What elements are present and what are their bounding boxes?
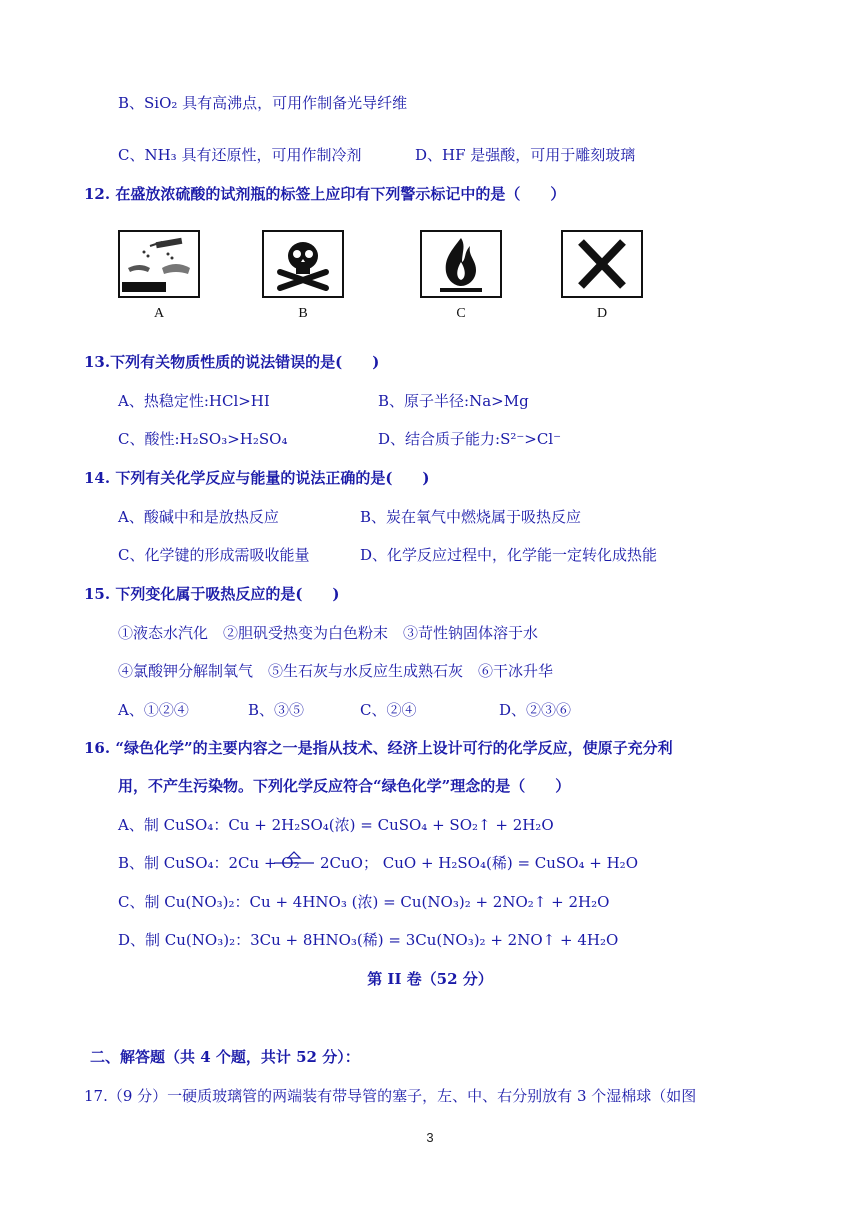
q16-option-d: D、制 Cu(NO₃)₂：3Cu + 8HNO₃(稀) = 3Cu(NO₃)₂ + 2NO↑ + 4H₂O bbox=[118, 931, 619, 949]
q15-option-d: D、②③⑥ bbox=[499, 701, 572, 719]
question-16-line-1: 16. “绿色化学”的主要内容之一是指从技术、经济上设计可行的化学反应，使原子充分利 bbox=[84, 739, 673, 757]
q13-option-c: C、酸性:H₂SO₃>H₂SO₄ bbox=[118, 430, 288, 448]
harmful-x-icon bbox=[561, 230, 643, 298]
q15-option-c: C、②④ bbox=[360, 701, 417, 719]
symbol-c-letter: C bbox=[456, 306, 466, 321]
q15-option-b: B、③⑤ bbox=[248, 701, 305, 719]
question-16-line-2: 用，不产生污染物。下列化学反应符合“绿色化学”理念的是（ ） bbox=[118, 777, 571, 795]
q13-option-b: B、原子半径:Na>Mg bbox=[378, 392, 529, 410]
q15-items-line-2: ④氯酸钾分解制氧气 ⑤生石灰与水反应生成熟石灰 ⑥干冰升华 bbox=[118, 662, 554, 680]
symbol-c bbox=[420, 230, 502, 322]
symbol-b bbox=[262, 230, 344, 322]
q16-option-b-part-1: B、制 CuSO₄：2Cu + O₂ bbox=[118, 854, 300, 872]
question-14: 14. 下列有关化学反应与能量的说法正确的是( ) bbox=[84, 469, 430, 487]
q14-option-d: D、化学反应过程中，化学能一定转化成热能 bbox=[360, 546, 658, 564]
symbol-b-letter: B bbox=[298, 306, 308, 321]
question-12: 12. 在盛放浓硫酸的试剂瓶的标签上应印有下列警示标记中的是（ ） bbox=[84, 185, 566, 203]
flammable-flame-icon bbox=[420, 230, 502, 298]
heating-condition-icon bbox=[272, 850, 316, 872]
q14-option-a: A、酸碱中和是放热反应 bbox=[118, 508, 279, 526]
section-title: 第 II 卷（52 分） bbox=[367, 970, 493, 988]
symbol-a-letter: A bbox=[153, 306, 165, 321]
q14-option-c: C、化学键的形成需吸收能量 bbox=[118, 546, 310, 564]
q11-option-d: D、HF 是强酸，可用于雕刻玻璃 bbox=[415, 146, 636, 164]
q13-option-d: D、结合质子能力:S²⁻>Cl⁻ bbox=[378, 430, 562, 448]
q11-option-c: C、NH₃ 具有还原性，可用作制冷剂 bbox=[118, 146, 362, 164]
toxic-skull-icon bbox=[262, 230, 344, 298]
q16-option-c: C、制 Cu(NO₃)₂：Cu + 4HNO₃ (浓) = Cu(NO₃)₂ + 2NO₂↑ + 2H₂O bbox=[118, 893, 610, 911]
q14-option-b: B、炭在氧气中燃烧属于吸热反应 bbox=[360, 508, 582, 526]
symbol-d bbox=[561, 230, 643, 322]
question-13: 13.下列有关物质性质的说法错误的是( ) bbox=[84, 353, 380, 371]
q16-option-a: A、制 CuSO₄：Cu + 2H₂SO₄(浓) = CuSO₄ + SO₂↑ + 2H₂O bbox=[118, 816, 554, 834]
q16-option-b-part-2: 2CuO； CuO + H₂SO₄(稀) = CuSO₄ + H₂O bbox=[320, 854, 638, 872]
part-2-heading: 二、解答题（共 4 个题，共计 52 分）： bbox=[90, 1048, 360, 1066]
q15-items-line-1: ①液态水汽化 ②胆矾受热变为白色粉末 ③苛性钠固体溶于水 bbox=[118, 624, 539, 642]
symbol-a bbox=[118, 230, 200, 322]
corrosive-icon bbox=[118, 230, 200, 298]
question-15: 15. 下列变化属于吸热反应的是( ) bbox=[84, 585, 340, 603]
warning-symbols bbox=[118, 230, 678, 330]
question-17: 17.（9 分）一硬质玻璃管的两端装有带导管的塞子，左、中、右分别放有 3 个湿棉球（如图 bbox=[84, 1087, 697, 1105]
q11-option-b: B、SiO₂ 具有高沸点，可用作制备光导纤维 bbox=[118, 94, 408, 112]
page-number: 3 bbox=[426, 1130, 434, 1145]
q15-option-a: A、①②④ bbox=[118, 701, 189, 719]
q13-option-a: A、热稳定性:HCl>HI bbox=[118, 392, 270, 410]
symbol-d-letter: D bbox=[596, 306, 608, 321]
